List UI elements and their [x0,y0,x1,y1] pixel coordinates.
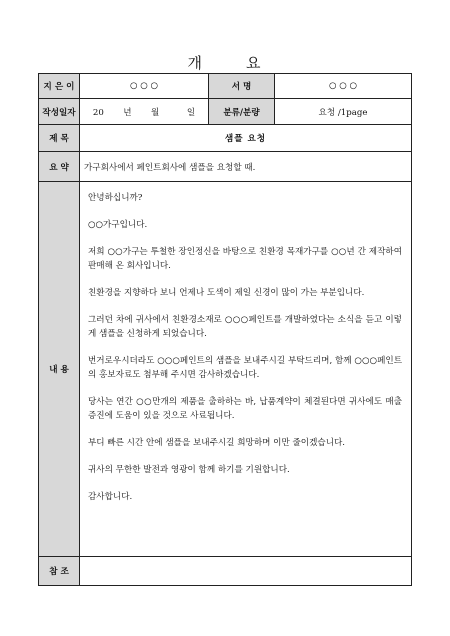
content-paragraph: 감사합니다. [88,492,133,502]
content-paragraph: 번거로우시더라도 ○○○페인트의 샘플을 보내주시길 부탁드리며, 함께 ○○○페인트의 홍보자료도 첨부해 주시면 감사하겠습니다. [88,356,402,380]
author-value[interactable]: ○ ○ ○ [80,74,209,99]
date-label: 작성일자 [39,99,80,125]
signature-value[interactable]: ○ ○ ○ [275,74,412,99]
summary-value[interactable]: 가구회사에서 페인트회사에 샘플을 요청할 때. [80,152,412,182]
title-char-1: 개 [187,54,204,72]
content-row [39,182,412,557]
document-title [0,52,450,73]
date-day-unit: 일 [186,107,196,118]
author-label: 지 은 이 [39,74,80,99]
content-paragraph: 귀사의 무한한 발전과 영광이 함께 하기를 기원합니다. [88,465,290,475]
content-paragraph: 당사는 연간 ○○만개의 제품을 출하하는 바, 납품계약이 체결된다면 귀사에도 매출증진에 도움이 있을 것으로 사료됩니다. [88,397,402,421]
summary-row [39,152,412,182]
author-row [39,74,412,99]
overview-form-table [38,73,412,586]
subject-row [39,125,412,152]
date-row [39,99,412,125]
content-paragraph: 그러던 차에 귀사에서 친환경소재로 ○○○페인트를 개발하였다는 소식을 듣고 이렇게 샘플을 신청하게 되었습니다. [88,315,402,339]
reference-value[interactable] [80,557,412,586]
summary-label: 요 약 [39,152,80,182]
category-label: 분류/분량 [209,99,275,125]
subject-value[interactable]: 샘플 요청 [80,125,412,152]
content-paragraph: 저희 ○○가구는 투철한 장인정신을 바탕으로 친환경 목재가구를 ○○년 간 제작하여 판매해 온 회사입니다. [88,247,402,271]
reference-label: 참 조 [39,557,80,586]
content-paragraph: 친환경을 지향하다 보니 언제나 도색이 제일 신경이 많이 가는 부분입니다. [88,288,365,298]
subject-label: 제 목 [39,125,80,152]
content-paragraph: 부디 빠른 시간 안에 샘플을 보내주시길 희망하며 이만 줄이겠습니다. [88,438,346,448]
content-body[interactable] [80,182,412,557]
reference-row [39,557,412,586]
date-year: 20 [92,107,104,118]
content-paragraph: ○○가구입니다. [88,220,148,230]
title-char-2: 요 [246,54,263,72]
content-paragraph: 안녕하십니까? [88,193,143,203]
signature-label: 서 명 [209,74,275,99]
content-label: 내 용 [39,182,80,557]
date-value[interactable] [80,99,209,125]
date-month-unit: 월 [151,107,160,118]
category-value[interactable]: 요청 /1page [275,99,412,125]
date-year-unit: 년 [123,107,132,118]
